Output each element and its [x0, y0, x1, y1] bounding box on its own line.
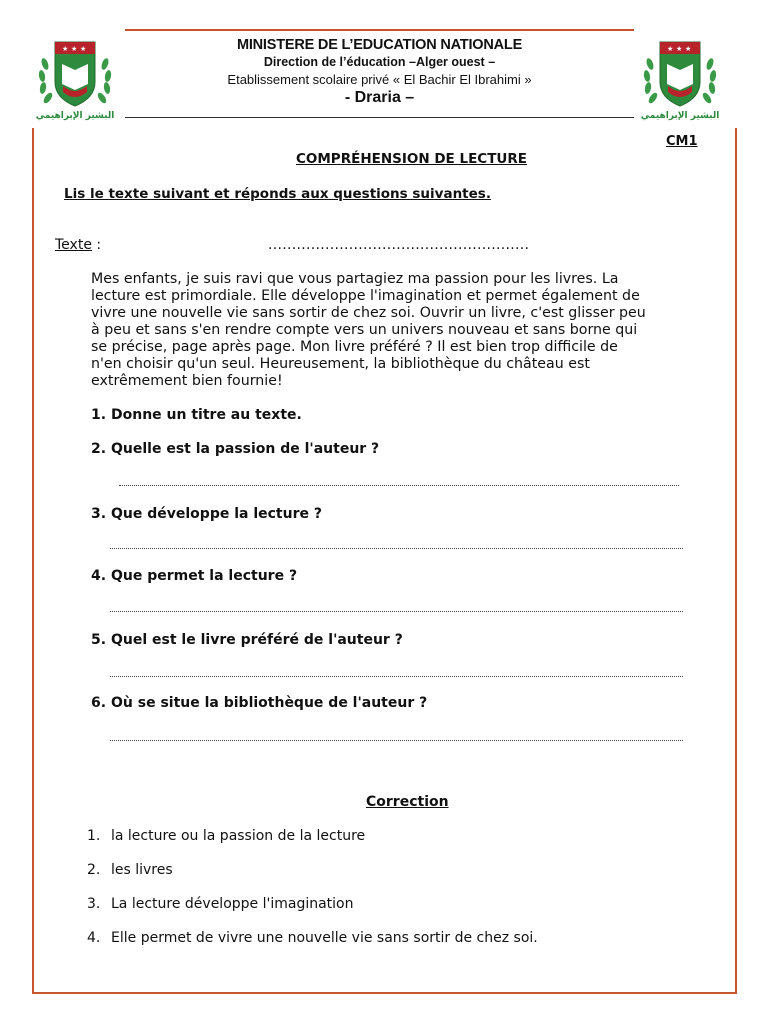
- instruction-text: Lis le texte suivant et réponds aux questions suivantes.: [64, 186, 491, 202]
- passage-line: lecture est primordiale. Elle développe l'imagination et permet également de: [91, 288, 640, 304]
- correction-item-3: [87, 896, 353, 912]
- question-3: [91, 506, 322, 522]
- question-6: [91, 695, 427, 711]
- question-1: [91, 407, 302, 423]
- question-text: Que permet la lecture ?: [111, 568, 298, 584]
- question-4: [91, 568, 297, 584]
- passage-line: extrêmement bien fournie!: [91, 373, 283, 389]
- correction-number: 2.: [87, 862, 101, 878]
- question-number: 3.: [91, 506, 107, 522]
- question-2: [91, 441, 379, 457]
- question-text: Donne un titre au texte.: [111, 407, 302, 423]
- answer-line-6[interactable]: [110, 740, 683, 741]
- correction-item-1: [87, 828, 365, 844]
- question-text: Que développe la lecture ?: [111, 506, 322, 522]
- svg-text:★: ★: [80, 45, 87, 53]
- correction-text: La lecture développe l'imagination: [111, 896, 354, 912]
- svg-text:★: ★: [71, 45, 78, 53]
- correction-title: Correction: [366, 794, 449, 810]
- title-blank[interactable]: .......................................................: [268, 237, 530, 253]
- question-number: 6.: [91, 695, 107, 711]
- school-logo-left: [35, 34, 115, 122]
- answer-line-2[interactable]: [119, 485, 679, 486]
- correction-item-4: [87, 930, 538, 946]
- question-text: Quelle est la passion de l'auteur ?: [111, 441, 380, 457]
- direction-name: Direction de l’éducation –Alger ouest –: [263, 55, 496, 69]
- question-number: 2.: [91, 441, 107, 457]
- svg-text:★: ★: [62, 45, 69, 53]
- svg-text:★: ★: [667, 45, 674, 53]
- svg-text:★: ★: [685, 45, 692, 53]
- level-label: CM1: [666, 134, 698, 149]
- page-title: COMPRÉHENSION DE LECTURE: [295, 151, 528, 167]
- passage-line: vivre une nouvelle vie sans sortir de chez soi. Ouvrir un livre, c'est glisser peu: [91, 305, 646, 321]
- question-number: 5.: [91, 632, 107, 648]
- question-text: Quel est le livre préféré de l'auteur ?: [111, 632, 403, 648]
- logo-caption-right: البشير الإبراهيمي: [640, 111, 720, 121]
- correction-number: 3.: [87, 896, 101, 912]
- school-logo-right: [640, 34, 720, 122]
- reading-passage: [91, 271, 703, 390]
- correction-number: 1.: [87, 828, 101, 844]
- question-5: [91, 632, 403, 648]
- texte-label: [55, 237, 101, 253]
- svg-text:★: ★: [676, 45, 683, 53]
- city-name: - Draria –: [344, 89, 415, 106]
- correction-number: 4.: [87, 930, 101, 946]
- passage-line: Mes enfants, je suis ravi que vous partagiez ma passion pour les livres. La: [91, 271, 619, 287]
- passage-line: se précise, page après page. Mon livre préféré ? Il est bien trop difficile de: [91, 339, 618, 355]
- correction-text: la lecture ou la passion de la lecture: [111, 828, 366, 844]
- question-text: Où se situe la bibliothèque de l'auteur ?: [111, 695, 428, 711]
- school-name: Etablissement scolaire privé « El Bachir El Ibrahimi »: [227, 72, 532, 87]
- question-number: 4.: [91, 568, 107, 584]
- correction-text: les livres: [111, 862, 173, 878]
- header-box: [125, 29, 634, 118]
- correction-item-2: [87, 862, 173, 878]
- answer-line-4[interactable]: [110, 611, 683, 612]
- passage-line: à peu et sans s'en rendre compte vers un univers nouveau et sans borne qui: [91, 322, 638, 338]
- passage-line: n'en choisir qu'un seul. Heureusement, la bibliothèque du château est: [91, 356, 590, 372]
- texte-word: Texte: [55, 237, 92, 253]
- logo-caption-left: البشير الإبراهيمي: [35, 111, 115, 121]
- ministry-name: MINISTERE DE L’EDUCATION NATIONALE: [236, 37, 523, 53]
- correction-text: Elle permet de vivre une nouvelle vie sans sortir de chez soi.: [111, 930, 538, 946]
- answer-line-5[interactable]: [110, 676, 683, 677]
- texte-colon: :: [91, 237, 102, 253]
- answer-line-3[interactable]: [110, 548, 683, 549]
- question-number: 1.: [91, 407, 107, 423]
